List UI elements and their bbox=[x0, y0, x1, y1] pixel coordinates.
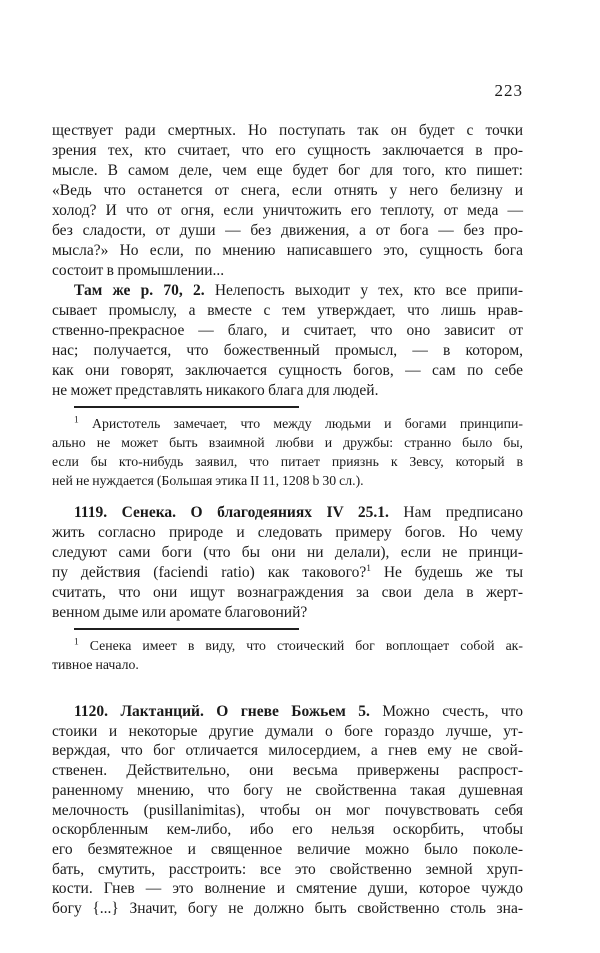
text-line bbox=[52, 261, 523, 281]
text-run: богу {...} Значит, богу не должно быть свойственно столь зна- bbox=[52, 900, 523, 918]
text-line bbox=[52, 141, 523, 161]
text-line bbox=[52, 452, 523, 471]
bold-text: 1119. Сенека. О благодеяниях IV 25.1. bbox=[74, 504, 389, 521]
text-line bbox=[52, 583, 523, 603]
text-line bbox=[52, 321, 523, 341]
text-line bbox=[52, 840, 523, 860]
text-line bbox=[52, 241, 523, 261]
text-run: нас; получается, что божественный промысл, — в котором, bbox=[52, 342, 523, 359]
text-run: мелочность (pusillanimitas), чтобы он мог почувствовать себя bbox=[52, 801, 523, 819]
text-line bbox=[52, 741, 523, 761]
text-line bbox=[52, 414, 523, 433]
text-line bbox=[52, 543, 523, 563]
text-run: Не будешь же ты bbox=[370, 564, 523, 581]
text-run: «Ведь что останется от снега, если отнять у него белизну и bbox=[52, 182, 523, 199]
text-run: тивное начало. bbox=[52, 657, 139, 672]
text-line bbox=[52, 381, 523, 401]
text-run: ней не нуждается (Большая этика II 11, 1208 b 30 сл.). bbox=[52, 473, 364, 488]
text-run: мысле. В самом деле, чем еще будет бог для того, кто пишет: bbox=[52, 162, 523, 179]
text-run: следуют сами боги (что бы они ни делали), если не принци- bbox=[52, 544, 523, 561]
text-line bbox=[52, 702, 523, 722]
text-run: состоит в промышлении... bbox=[52, 262, 225, 279]
footnote-marker: 1 bbox=[366, 563, 371, 574]
text-line bbox=[52, 636, 523, 655]
text-line bbox=[52, 201, 523, 221]
text-run: как они говорят, заключается сущность богов, — сам по себе bbox=[52, 362, 523, 379]
text-run: ственен. Действительно, они весьма привержены распрост- bbox=[52, 762, 523, 780]
text-line bbox=[52, 341, 523, 361]
text-run: раненному мнению, что богу не свойственна такая душевная bbox=[52, 781, 523, 799]
footnote-aristotle bbox=[52, 414, 523, 490]
text-run: верждая, что бог отличается милосердием, а гнев ему не свой- bbox=[52, 742, 523, 760]
text-run: пу действия (faciendi ratio) как такового? bbox=[52, 564, 367, 581]
paragraph-1120 bbox=[52, 702, 523, 919]
text-run: жить согласно природе и следовать примеру богов. Но чему bbox=[52, 524, 523, 541]
paragraph-continuation bbox=[52, 121, 523, 281]
text-line bbox=[52, 820, 523, 840]
footnote-seneca bbox=[52, 636, 523, 674]
text-run: без сладости, от души — без движения, а от бога — без про- bbox=[52, 222, 523, 239]
text-line bbox=[52, 503, 523, 523]
text-run: ществует ради смертных. Но поступать так он будет с точки bbox=[52, 122, 523, 139]
text-run: Нелепость выходит у тех, кто все припи- bbox=[204, 282, 524, 299]
text-run: зрения тех, кто считает, что его сущность заключается в про- bbox=[52, 142, 523, 159]
bold-text: Там же p. 70, 2. bbox=[74, 282, 205, 299]
text-line bbox=[52, 361, 523, 381]
text-run: сывает промыслу, а вместе с тем утверждает, что лишь нрав- bbox=[52, 302, 523, 319]
text-line bbox=[52, 301, 523, 321]
text-line bbox=[52, 761, 523, 781]
text-line bbox=[52, 655, 523, 674]
text-run: ственно-прекрасное — благо, и считает, что оно зависит от bbox=[52, 322, 523, 339]
text-body bbox=[52, 121, 523, 919]
text-line bbox=[52, 281, 523, 301]
text-line bbox=[52, 860, 523, 880]
text-line bbox=[52, 879, 523, 899]
text-line bbox=[52, 563, 523, 583]
text-line bbox=[52, 121, 523, 141]
text-line bbox=[52, 181, 523, 201]
footnote-rule bbox=[74, 628, 299, 630]
text-run: мысла?» Но если, по мнению написавшего это, сущность бога bbox=[52, 242, 523, 259]
text-run: Аристотель замечает, что между людьми и богами принципи- bbox=[78, 416, 523, 431]
footnote-marker: 1 bbox=[74, 415, 79, 426]
text-run: если бы кто-нибудь заявил, что питает приязнь к Зевсу, который в bbox=[52, 454, 523, 469]
text-run: Нам предписано bbox=[388, 504, 523, 521]
footnote-rule bbox=[74, 406, 299, 408]
text-line bbox=[52, 603, 523, 623]
paragraph-1119 bbox=[52, 503, 523, 623]
text-line bbox=[52, 899, 523, 919]
text-run: Сенека имеет в виду, что стоический бог воплощает собой ак- bbox=[78, 638, 523, 653]
text-line bbox=[52, 781, 523, 801]
text-line bbox=[52, 523, 523, 543]
text-line bbox=[52, 433, 523, 452]
page-number: 223 bbox=[494, 81, 523, 100]
text-run: Можно счесть, что bbox=[369, 703, 524, 720]
text-line bbox=[52, 801, 523, 821]
text-run: не может представлять никакого блага для людей. bbox=[52, 382, 379, 399]
text-line bbox=[52, 221, 523, 241]
text-run: бать, смутить, расстроить: все это свойственно земной хруп- bbox=[52, 860, 523, 878]
text-line bbox=[52, 722, 523, 742]
text-run: стоики и некоторые другие думали о боге гораздо лучше, ут- bbox=[52, 722, 523, 740]
text-run: считать, что они ищут вознаграждения за свои дела в жерт- bbox=[52, 584, 523, 601]
text-run: его безмятежное и священное величие можно было поколе- bbox=[52, 840, 523, 858]
text-run: оскорбленным кем-либо, ибо его нельзя оскорбить, чтобы bbox=[52, 821, 523, 839]
text-run: кости. Гнев — это волнение и смятение души, которое чуждо bbox=[52, 880, 523, 898]
paragraph-tam-zhe bbox=[52, 281, 523, 401]
text-run: холод? И что от огня, если уничтожить его теплоту, от меда — bbox=[52, 202, 523, 219]
text-line bbox=[52, 161, 523, 181]
text-run: ально не может быть взаимной любви и дружбы: странно было бы, bbox=[52, 435, 523, 450]
text-run: венном дыме или аромате благовоний? bbox=[52, 604, 308, 621]
bold-text: 1120. Лактанций. О гневе Божьем 5. bbox=[74, 703, 370, 720]
text-line bbox=[52, 471, 523, 490]
footnote-marker: 1 bbox=[74, 637, 79, 648]
